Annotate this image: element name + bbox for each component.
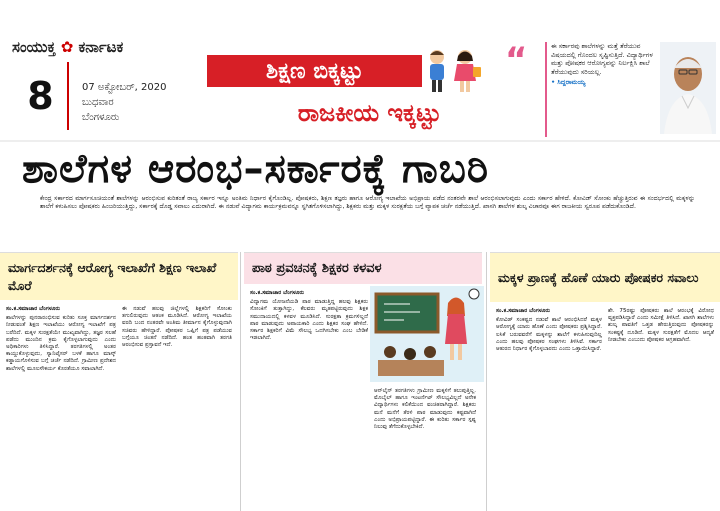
column-1-text-a [6,306,116,373]
politician-portrait [660,42,716,134]
column-1-heading: ಮಾರ್ಗದರ್ಶನಕ್ಕೆ ಆರೋಗ್ಯ ಇಲಾಖೆಗೆ ಶಿಕ್ಷಣ ಇಲಾಖೆ ಮೊರೆ [0,252,238,300]
column-3-paragraph-a: ಕೋವಿಡ್ ಸಂಕಷ್ಟದ ನಡುವೆ ಶಾಲೆ ಆರಂಭಿಸಿದರೆ ಮಕ್ಕಳ ಆರೋಗ್ಯಕ್ಕೆ ಯಾರು ಹೊಣೆ ಎಂದು ಪೋಷಕರು ಪ್ರಶ್ನಿಸಿದ್ದಾರೆ. ಲಸಿಕೆ ಬರುವವರೆಗೆ ಮಕ್ಕಳನ್ನು ಶಾಲೆಗೆ ಕಳುಹಿಸುವುದಿಲ್ಲ ಎಂದು ಹಲವು ಪೋಷಕರ ಸಂಘಗಳು ತಿಳಿಸಿವೆ. ಸರ್ಕಾರ ಆತುರದ ನಿರ್ಧಾರ ಕೈಗೊಳ್ಳಬಾರದು ಎಂದು ಒತ್ತಾಯಿಸಿದ್ದಾರೆ. [496,317,602,353]
column-3-text-b: ಶೇ. 75ರಷ್ಟು ಪೋಷಕರು ಶಾಲೆ ಆರಂಭಕ್ಕೆ ವಿರೋಧ ವ್ಯಕ್ತಪಡಿಸಿದ್ದಾರೆ ಎಂದು ಸಮೀಕ್ಷೆ ತಿಳಿಸಿದೆ. ಖಾಸಗಿ ಶಾಲೆಗಳು ಶುಲ್ಕ ಪಾವತಿಗೆ ಒತ್ತಡ ಹೇರುತ್ತಿರುವುದು ಪೋಷಕರನ್ನು ಸಂಕಷ್ಟಕ್ಕೆ ದೂಡಿದೆ. ಮಕ್ಕಳ ಸುರಕ್ಷತೆಗೆ ಮೊದಲ ಆದ್ಯತೆ ನೀಡಬೇಕು ಎಂಬುದು ಪೋಷಕರ ಆಗ್ರಹವಾಗಿದೆ. [608,308,714,343]
column-2-byline: ಸಂ.ಕ.ಸಮಾಚಾರ ಬೆಂಗಳೂರು [250,290,305,296]
column-1-body [0,300,238,379]
masthead [0,0,720,140]
date: 07 ಅಕ್ಟೋಬರ್, 2020 [82,82,167,93]
column-3-body [490,302,720,359]
newspaper-brand [12,38,123,56]
column-2-text-b: ಆನ್‌ಲೈನ್ ತರಗತಿಗಳು ಗ್ರಾಮೀಣ ಮಕ್ಕಳಿಗೆ ತಲುಪುತ್ತಿಲ್ಲ. ಮೊಬೈಲ್ ಹಾಗೂ ಇಂಟರ್ನೆಟ್ ಸೌಲಭ್ಯವಿಲ್ಲದೆ ಅನೇಕ ವಿದ್ಯಾರ್ಥಿಗಳು ಕಲಿಕೆಯಿಂದ ವಂಚಿತರಾಗಿದ್ದಾರೆ. ಶಿಕ್ಷಕರು ಮನೆ ಮನೆಗೆ ತೆರಳಿ ಪಾಠ ಮಾಡುವುದು ಕಷ್ಟವಾಗಿದೆ ಎಂದು ಅಭಿಪ್ರಾಯಪಟ್ಟಿದ್ದಾರೆ. ಈ ಕುರಿತು ಸರ್ಕಾರ ಸ್ಪಷ್ಟ ನಿಲುವು ತೆಗೆದುಕೊಳ್ಳಬೇಕಿದೆ. [374,388,476,431]
city: ಬೆಂಗಳೂರು [82,112,120,123]
column-3-byline: ಸಂ.ಕ.ಸಮಾಚಾರ ಬೆಂಗಳೂರು [496,308,551,314]
column-1-byline: ಸಂ.ಕ.ಸಮಾಚಾರ ಬೆಂಗಳೂರು [6,306,61,312]
flower-icon: ✿ [60,38,74,56]
banner-top: ಶಿಕ್ಷಣ ಬಿಕ್ಕಟ್ಟು [207,55,422,87]
column-2-paragraph-a: ವಿದ್ಯಾಗಮ ಯೋಜನೆಯಡಿ ಪಾಠ ಮಾಡುತ್ತಿದ್ದ ಹಲವು ಶಿಕ್ಷಕರು ಸೋಂಕಿಗೆ ತುತ್ತಾಗಿದ್ದು, ಕೆಲವರು ಮೃತಪಟ್ಟಿರುವುದು ಶಿಕ್ಷಕ ಸಮುದಾಯದಲ್ಲಿ ಕಳವಳ ಮೂಡಿಸಿದೆ. ಸುರಕ್ಷತಾ ಕ್ರಮಗಳಿಲ್ಲದೆ ಪಾಠ ಮಾಡುವುದು ಅಪಾಯಕಾರಿ ಎಂದು ಶಿಕ್ಷಕರ ಸಂಘ ಹೇಳಿದೆ. ಸರ್ಕಾರ ಶಿಕ್ಷಕರಿಗೆ ವಿಮೆ ಸೌಲಭ್ಯ ಒದಗಿಸಬೇಕು ಎಂಬ ಬೇಡಿಕೆ ಇಡಲಾಗಿದೆ. [250,299,368,342]
intro-paragraph: ಕೇಂದ್ರ ಸರ್ಕಾರದ ಮಾರ್ಗಸೂಚಿಯಂತೆ ಶಾಲೆಗಳನ್ನು ಆರಂಭಿಸುವ ಕುರಿತಂತೆ ರಾಜ್ಯ ಸರ್ಕಾರ ಇನ್ನೂ ಅಂತಿಮ ನಿರ್ಧಾರ ಕೈಗೊಂಡಿಲ್ಲ. ಪೋಷಕರು, ಶಿಕ್ಷಣ ತಜ್ಞರು ಹಾಗೂ ಆರೋಗ್ಯ ಇಲಾಖೆಯ ಅಭಿಪ್ರಾಯ ಪಡೆದ ನಂತರವೇ ಶಾಲೆ ಆರಂಭಿಸಲಾಗುವುದು ಎಂದು ಸರ್ಕಾರ ಹೇಳಿದೆ. ಕೋವಿಡ್ ಸೋಂಕು ಹೆಚ್ಚುತ್ತಿರುವ ಈ ಸಂದರ್ಭದಲ್ಲಿ ಮಕ್ಕಳನ್ನು ಶಾಲೆಗೆ ಕಳುಹಿಸಲು ಪೋಷಕರು ಹಿಂಜರಿಯುತ್ತಿದ್ದು, ಸರ್ಕಾರಕ್ಕೆ ದೊಡ್ಡ ಸವಾಲು ಎದುರಾಗಿದೆ. ಈ ನಡುವೆ ವಿದ್ಯಾಗಮ ಕಾರ್ಯಕ್ರಮವನ್ನೂ ಸ್ಥಗಿತಗೊಳಿಸಲಾಗಿದ್ದು, ಶಿಕ್ಷಕರು ಮತ್ತು ಮಕ್ಕಳ ಸುರಕ್ಷತೆಯ ಬಗ್ಗೆ ವ್ಯಾಪಕ ಚರ್ಚೆ ನಡೆಯುತ್ತಿದೆ. ಖಾಸಗಿ ಶಾಲೆಗಳ ಶುಲ್ಕ ವಿಚಾರವೂ ಈಗ ರಾಜಕೀಯ ಸ್ವರೂಪ ಪಡೆದುಕೊಂಡಿದೆ. [40,195,695,211]
quote-box [545,42,657,137]
quote-text: ಈ ಸರ್ಕಾರವು ಶಾಲೆಗಳನ್ನು ಮತ್ತೆ ತೆರೆಯುವ ವಿಷಯದಲ್ಲಿ ಗೊಂದಲ ಸೃಷ್ಟಿಸುತ್ತಿದೆ. ವಿದ್ಯಾರ್ಥಿಗಳ ಮತ್ತು ಪೋಷಕರ ಆರೋಗ್ಯವನ್ನು ನಿರ್ಲಕ್ಷಿಸಿ ಶಾಲೆ ತೆರೆಯುವುದು ಸರಿಯಲ್ಲ. [551,42,653,76]
column-1-paragraph-a: ಶಾಲೆಗಳನ್ನು ಪುನರಾರಂಭಿಸುವ ಕುರಿತು ಸೂಕ್ತ ಮಾರ್ಗದರ್ಶನ ನೀಡುವಂತೆ ಶಿಕ್ಷಣ ಇಲಾಖೆಯು ಆರೋಗ್ಯ ಇಲಾಖೆಗೆ ಪತ್ರ ಬರೆದಿದೆ. ಮಕ್ಕಳ ಸುರಕ್ಷತೆಯೇ ಮುಖ್ಯವಾಗಿದ್ದು, ತಜ್ಞರ ಸಲಹೆ ಪಡೆದು ಮುಂದಿನ ಕ್ರಮ ಕೈಗೊಳ್ಳಲಾಗುವುದು ಎಂದು ಅಧಿಕಾರಿಗಳು ತಿಳಿಸಿದ್ದಾರೆ. ತರಗತಿಗಳಲ್ಲಿ ಅಂತರ ಕಾಯ್ದುಕೊಳ್ಳುವುದು, ಸ್ಯಾನಿಟೈಸರ್ ಬಳಕೆ ಹಾಗೂ ಮಾಸ್ಕ್ ಕಡ್ಡಾಯಗೊಳಿಸುವ ಬಗ್ಗೆ ಚರ್ಚೆ ನಡೆದಿದೆ. ಗ್ರಾಮೀಣ ಪ್ರದೇಶದ ಶಾಲೆಗಳಲ್ಲಿ ಮೂಲಸೌಕರ್ಯ ಕೊರತೆಯೂ ಸವಾಲಾಗಿದೆ. [6,315,116,372]
banner-bottom: ರಾಜಕೀಯ ಇಕ್ಕಟ್ಟು [247,95,492,131]
column-1-text-b: ಈ ನಡುವೆ ಹಲವು ಜಿಲ್ಲೆಗಳಲ್ಲಿ ಶಿಕ್ಷಕರಿಗೆ ಸೋಂಕು ತಗುಲಿರುವುದು ಆತಂಕ ಮೂಡಿಸಿದೆ. ಆರೋಗ್ಯ ಇಲಾಖೆಯ ವರದಿ ಬಂದ ನಂತರವೇ ಅಂತಿಮ ತೀರ್ಮಾನ ಕೈಗೊಳ್ಳುವುದಾಗಿ ಸಚಿವರು ಹೇಳಿದ್ದಾರೆ. ಪೋಷಕರ ಒಪ್ಪಿಗೆ ಪತ್ರ ಪಡೆಯುವ ಬಗ್ಗೆಯೂ ಚಿಂತನೆ ನಡೆದಿದೆ. ಹಂತ ಹಂತವಾಗಿ ತರಗತಿ ಆರಂಭಿಸುವ ಪ್ರಸ್ತಾವನೆ ಇದೆ. [122,306,232,349]
quote-name: • ಸಿದ್ದರಾಮಯ್ಯ [551,78,586,87]
article-column-3 [490,252,720,511]
day: ಬುಧವಾರ [82,97,114,108]
quote-mark-icon: “ [505,40,528,80]
dateline [82,80,166,125]
column-2-text-a [250,290,368,431]
column-divider [240,252,241,511]
page-number: 8 [14,62,69,130]
column-3-text-a [496,308,602,353]
column-divider [486,252,487,511]
article-column-1 [0,252,238,511]
column-2-heading: ಪಾಠ ಪ್ರವಚನಕ್ಕೆ ಶಿಕ್ಷಕರ ಕಳವಳ [244,252,482,284]
column-3-heading: ಮಕ್ಕಳ ಪ್ರಾಣಕ್ಕೆ ಹೊಣೆ ಯಾರು ಪೋಷಕರ ಸವಾಲು [490,252,720,302]
main-headline: ಶಾಲೆಗಳ ಆರಂಭ–ಸರ್ಕಾರಕ್ಕೆ ಗಾಬರಿ [22,146,489,192]
classroom-teacher-illustration [370,286,484,382]
school-children-icon [417,47,487,95]
banner [195,45,495,133]
brand-name: ಸಂಯುಕ್ತ [12,38,56,56]
brand-region: ಕರ್ನಾಟಕ [78,38,124,56]
